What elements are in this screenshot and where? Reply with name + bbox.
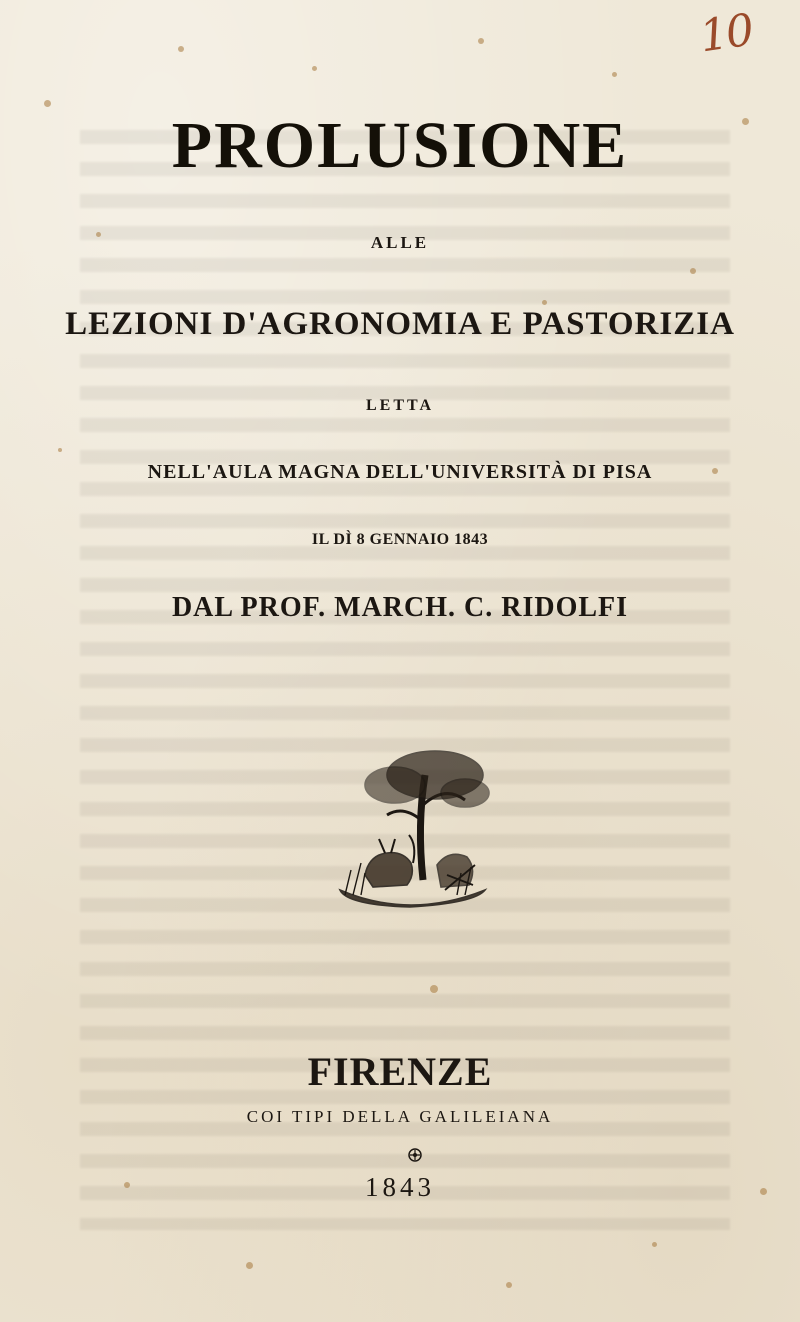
foxing-spot [312, 66, 317, 71]
foxing-spot [44, 100, 51, 107]
date-text: IL DÌ 8 GENNAIO 1843 [311, 531, 489, 548]
imprint-printer: COI TIPI DELLA GALILEIANA [246, 1107, 554, 1126]
foxing-spot [58, 448, 62, 452]
fleuron-icon [407, 1147, 423, 1163]
venue-text: NELL'AULA MAGNA DELL'UNIVERSITÀ DI PISA [147, 461, 653, 483]
foxing-spot [612, 72, 617, 77]
connector-text: ALLE [370, 233, 430, 252]
imprint-year: 1843 [365, 1172, 435, 1202]
subtitle: LEZIONI D'AGRONOMIA E PASTORIZIA [65, 306, 735, 342]
author-line: DAL PROF. MARCH. C. RIDOLFI [171, 592, 629, 623]
foxing-spot [246, 1262, 253, 1269]
pastoral-vignette-icon [325, 745, 495, 915]
foxing-spot [690, 268, 696, 274]
foxing-spot [542, 300, 547, 305]
handwritten-page-number: 10 [696, 4, 756, 63]
page-title: PROLUSIONE [171, 109, 629, 182]
foxing-spot [506, 1282, 512, 1288]
foxing-spot [430, 985, 438, 993]
foxing-spot [478, 38, 484, 44]
foxing-spot [652, 1242, 657, 1247]
foxing-spot [178, 46, 184, 52]
imprint-city: FIRENZE [307, 1049, 493, 1094]
delivered-text: LETTA [365, 397, 435, 414]
